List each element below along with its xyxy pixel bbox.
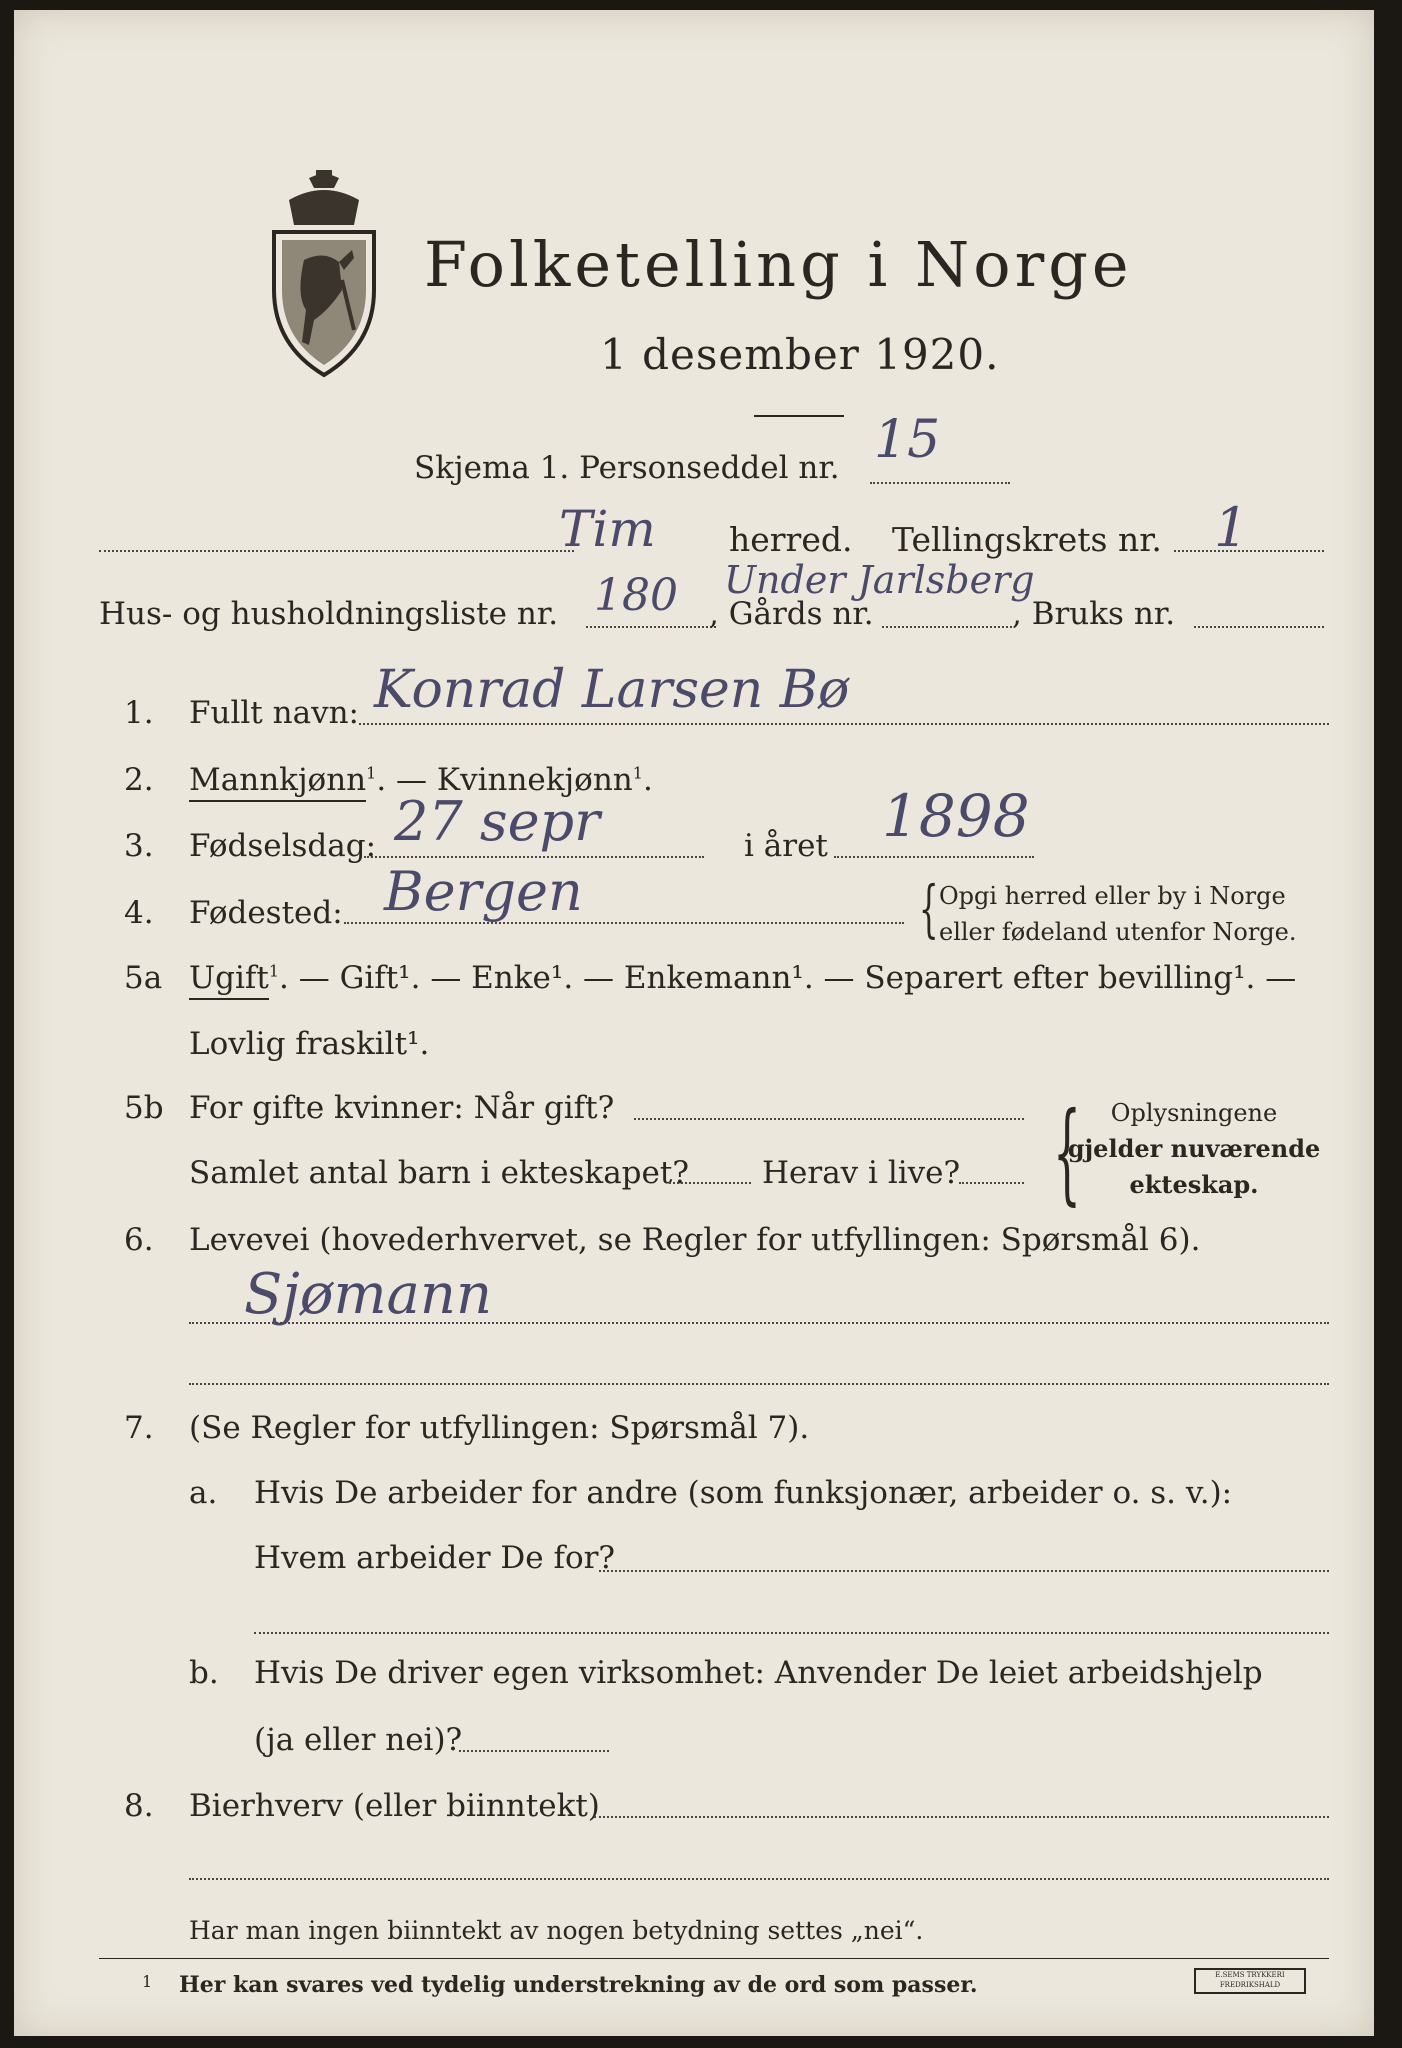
printer-stamp xyxy=(1194,1968,1306,1994)
q6-label: Levevei (hovederhvervet, se Regler for utfyllingen: Spørsmål 6). xyxy=(189,1222,1201,1258)
q6-number: 6. xyxy=(124,1222,154,1258)
q7a-dotted-line-2 xyxy=(254,1632,1329,1634)
tellingskrets-dotted-line xyxy=(1174,550,1324,552)
q2-separator: . — xyxy=(376,762,437,798)
q5a-options: Ugift$^1$. — Gift¹. — Enke¹. — Enkemann¹. — Separert efter bevilling¹. — xyxy=(189,960,1296,996)
q7b-number: b. xyxy=(189,1655,219,1691)
personseddel-number: 15 xyxy=(874,410,941,470)
q8-label: Bierhverv (eller biinntekt) xyxy=(189,1788,600,1824)
q7b-line1: Hvis De driver egen virksomhet: Anvender De leiet arbeidshjelp xyxy=(254,1655,1263,1691)
q5b-brace: { xyxy=(1053,1088,1081,1216)
q2-number: 2. xyxy=(124,762,154,798)
herred-label: herred. xyxy=(729,520,853,559)
q4-note-line2: eller fødeland utenfor Norge. xyxy=(939,918,1297,946)
q2-sex-options: Mannkjønn$^1$. — Kvinnekjønn$^1$. xyxy=(189,762,653,798)
household-list-label: Hus- og husholdningsliste nr. xyxy=(99,596,559,632)
q7a-line1: Hvis De arbeider for andre (som funksjonær, arbeider o. s. v.): xyxy=(254,1475,1233,1511)
coat-of-arms-icon xyxy=(254,170,394,380)
q3-year-label: i året xyxy=(744,828,828,864)
printer-stamp-line2: FREDRIKSHALD xyxy=(1219,1981,1281,1989)
q5b-married-dotted-line xyxy=(634,1118,1024,1120)
schema-label: Skjema 1. Personseddel nr. xyxy=(414,450,840,486)
page-title: Folketelling i Norge xyxy=(424,228,1133,301)
q7b-line2: (ja eller nei)? xyxy=(254,1722,463,1758)
q4-number: 4. xyxy=(124,895,154,931)
q3-year-dotted-line xyxy=(834,856,1034,858)
q4-label: Fødested: xyxy=(189,895,343,931)
q7-number: 7. xyxy=(124,1410,154,1446)
q5b-note-line3: ekteskap. xyxy=(1129,1170,1259,1199)
q5b-note-line2: gjelder nuværende xyxy=(1067,1134,1321,1163)
title-divider xyxy=(754,415,844,417)
census-date: 1 desember 1920. xyxy=(600,330,1000,379)
herred-value: Tim xyxy=(559,500,656,558)
q4-dotted-line xyxy=(344,922,904,924)
q5b-note xyxy=(1064,1095,1324,1203)
q2-end: . xyxy=(642,762,653,798)
q6-dotted-line-2 xyxy=(189,1383,1329,1385)
printer-stamp-line1: E.SEMS TRYKKERI xyxy=(1215,1971,1285,1979)
q7a-line2: Hvem arbeider De for? xyxy=(254,1540,616,1576)
q1-number: 1. xyxy=(124,695,154,731)
household-list-number: 180 xyxy=(594,570,678,621)
q5b-children-dotted-line xyxy=(669,1182,751,1184)
q4-note xyxy=(939,878,1297,950)
gards-label: , Gårds nr. xyxy=(709,596,874,632)
herred-dotted-line xyxy=(99,550,574,552)
bruks-dotted-line xyxy=(1194,626,1324,628)
q5a-line2: Lovlig fraskilt¹. xyxy=(189,1026,430,1062)
q5b-number: 5b xyxy=(124,1090,164,1126)
q3-label: Fødselsdag: xyxy=(189,828,377,864)
birthday-value: 27 sepr xyxy=(394,790,600,853)
gards-dotted-line xyxy=(882,626,1012,628)
q3-number: 3. xyxy=(124,828,154,864)
q5a-number: 5a xyxy=(124,960,163,996)
q7a-dotted-line-1 xyxy=(599,1570,1329,1572)
full-name-value: Konrad Larsen Bø xyxy=(374,660,850,720)
q5b-children-label: Samlet antal barn i ekteskapet? xyxy=(189,1155,689,1191)
q7b-dotted-line xyxy=(459,1750,609,1752)
tellingskrets-label: Tellingskrets nr. xyxy=(892,520,1162,559)
footnote-mark: 1 xyxy=(142,1972,153,1991)
q7a-number: a. xyxy=(189,1475,218,1511)
district-note: Under Jarlsberg xyxy=(724,558,1035,602)
q5b-alive-dotted-line xyxy=(959,1182,1024,1184)
q8-dotted-line-2 xyxy=(189,1878,1329,1880)
q5a-other-options: . — Gift¹. — Enke¹. — Enkemann¹. — Separert efter bevilling¹. — xyxy=(279,960,1297,996)
footnote-text: Her kan svares ved tydelig understrekning av de ord som passer. xyxy=(179,1972,978,1998)
footer-note: Har man ingen biinntekt av nogen betydning settes „nei“. xyxy=(189,1916,924,1945)
personseddel-dotted-line xyxy=(870,482,1010,484)
q5b-note-line1: Oplysningene xyxy=(1110,1099,1278,1127)
q4-brace: { xyxy=(918,872,939,945)
q2-male-option: Mannkjønn xyxy=(189,762,366,802)
q6-dotted-line-1 xyxy=(189,1322,1329,1324)
q8-dotted-line-1 xyxy=(594,1816,1329,1818)
q5b-alive-label: Herav i live? xyxy=(762,1155,961,1191)
q7-label: (Se Regler for utfyllingen: Spørsmål 7). xyxy=(189,1410,810,1446)
q1-label: Fullt navn: xyxy=(189,695,359,731)
bruks-label: , Bruks nr. xyxy=(1012,596,1176,632)
q1-dotted-line xyxy=(359,723,1329,725)
occupation-value: Sjømann xyxy=(244,1262,493,1327)
tellingskrets-number: 1 xyxy=(1214,496,1249,559)
q4-note-line1: Opgi herred eller by i Norge xyxy=(939,882,1286,910)
q8-number: 8. xyxy=(124,1788,154,1824)
footer-divider xyxy=(99,1958,1329,1959)
birthplace-value: Bergen xyxy=(384,860,583,923)
q3-dotted-line xyxy=(364,856,704,858)
q5a-ugift-option: Ugift xyxy=(189,960,269,1000)
census-form xyxy=(14,10,1374,2036)
q2-female-option: Kvinnekjønn xyxy=(436,762,633,798)
household-dotted-line xyxy=(586,626,716,628)
q5b-line1: For gifte kvinner: Når gift? xyxy=(189,1090,615,1126)
birth-year-value: 1898 xyxy=(882,782,1030,850)
